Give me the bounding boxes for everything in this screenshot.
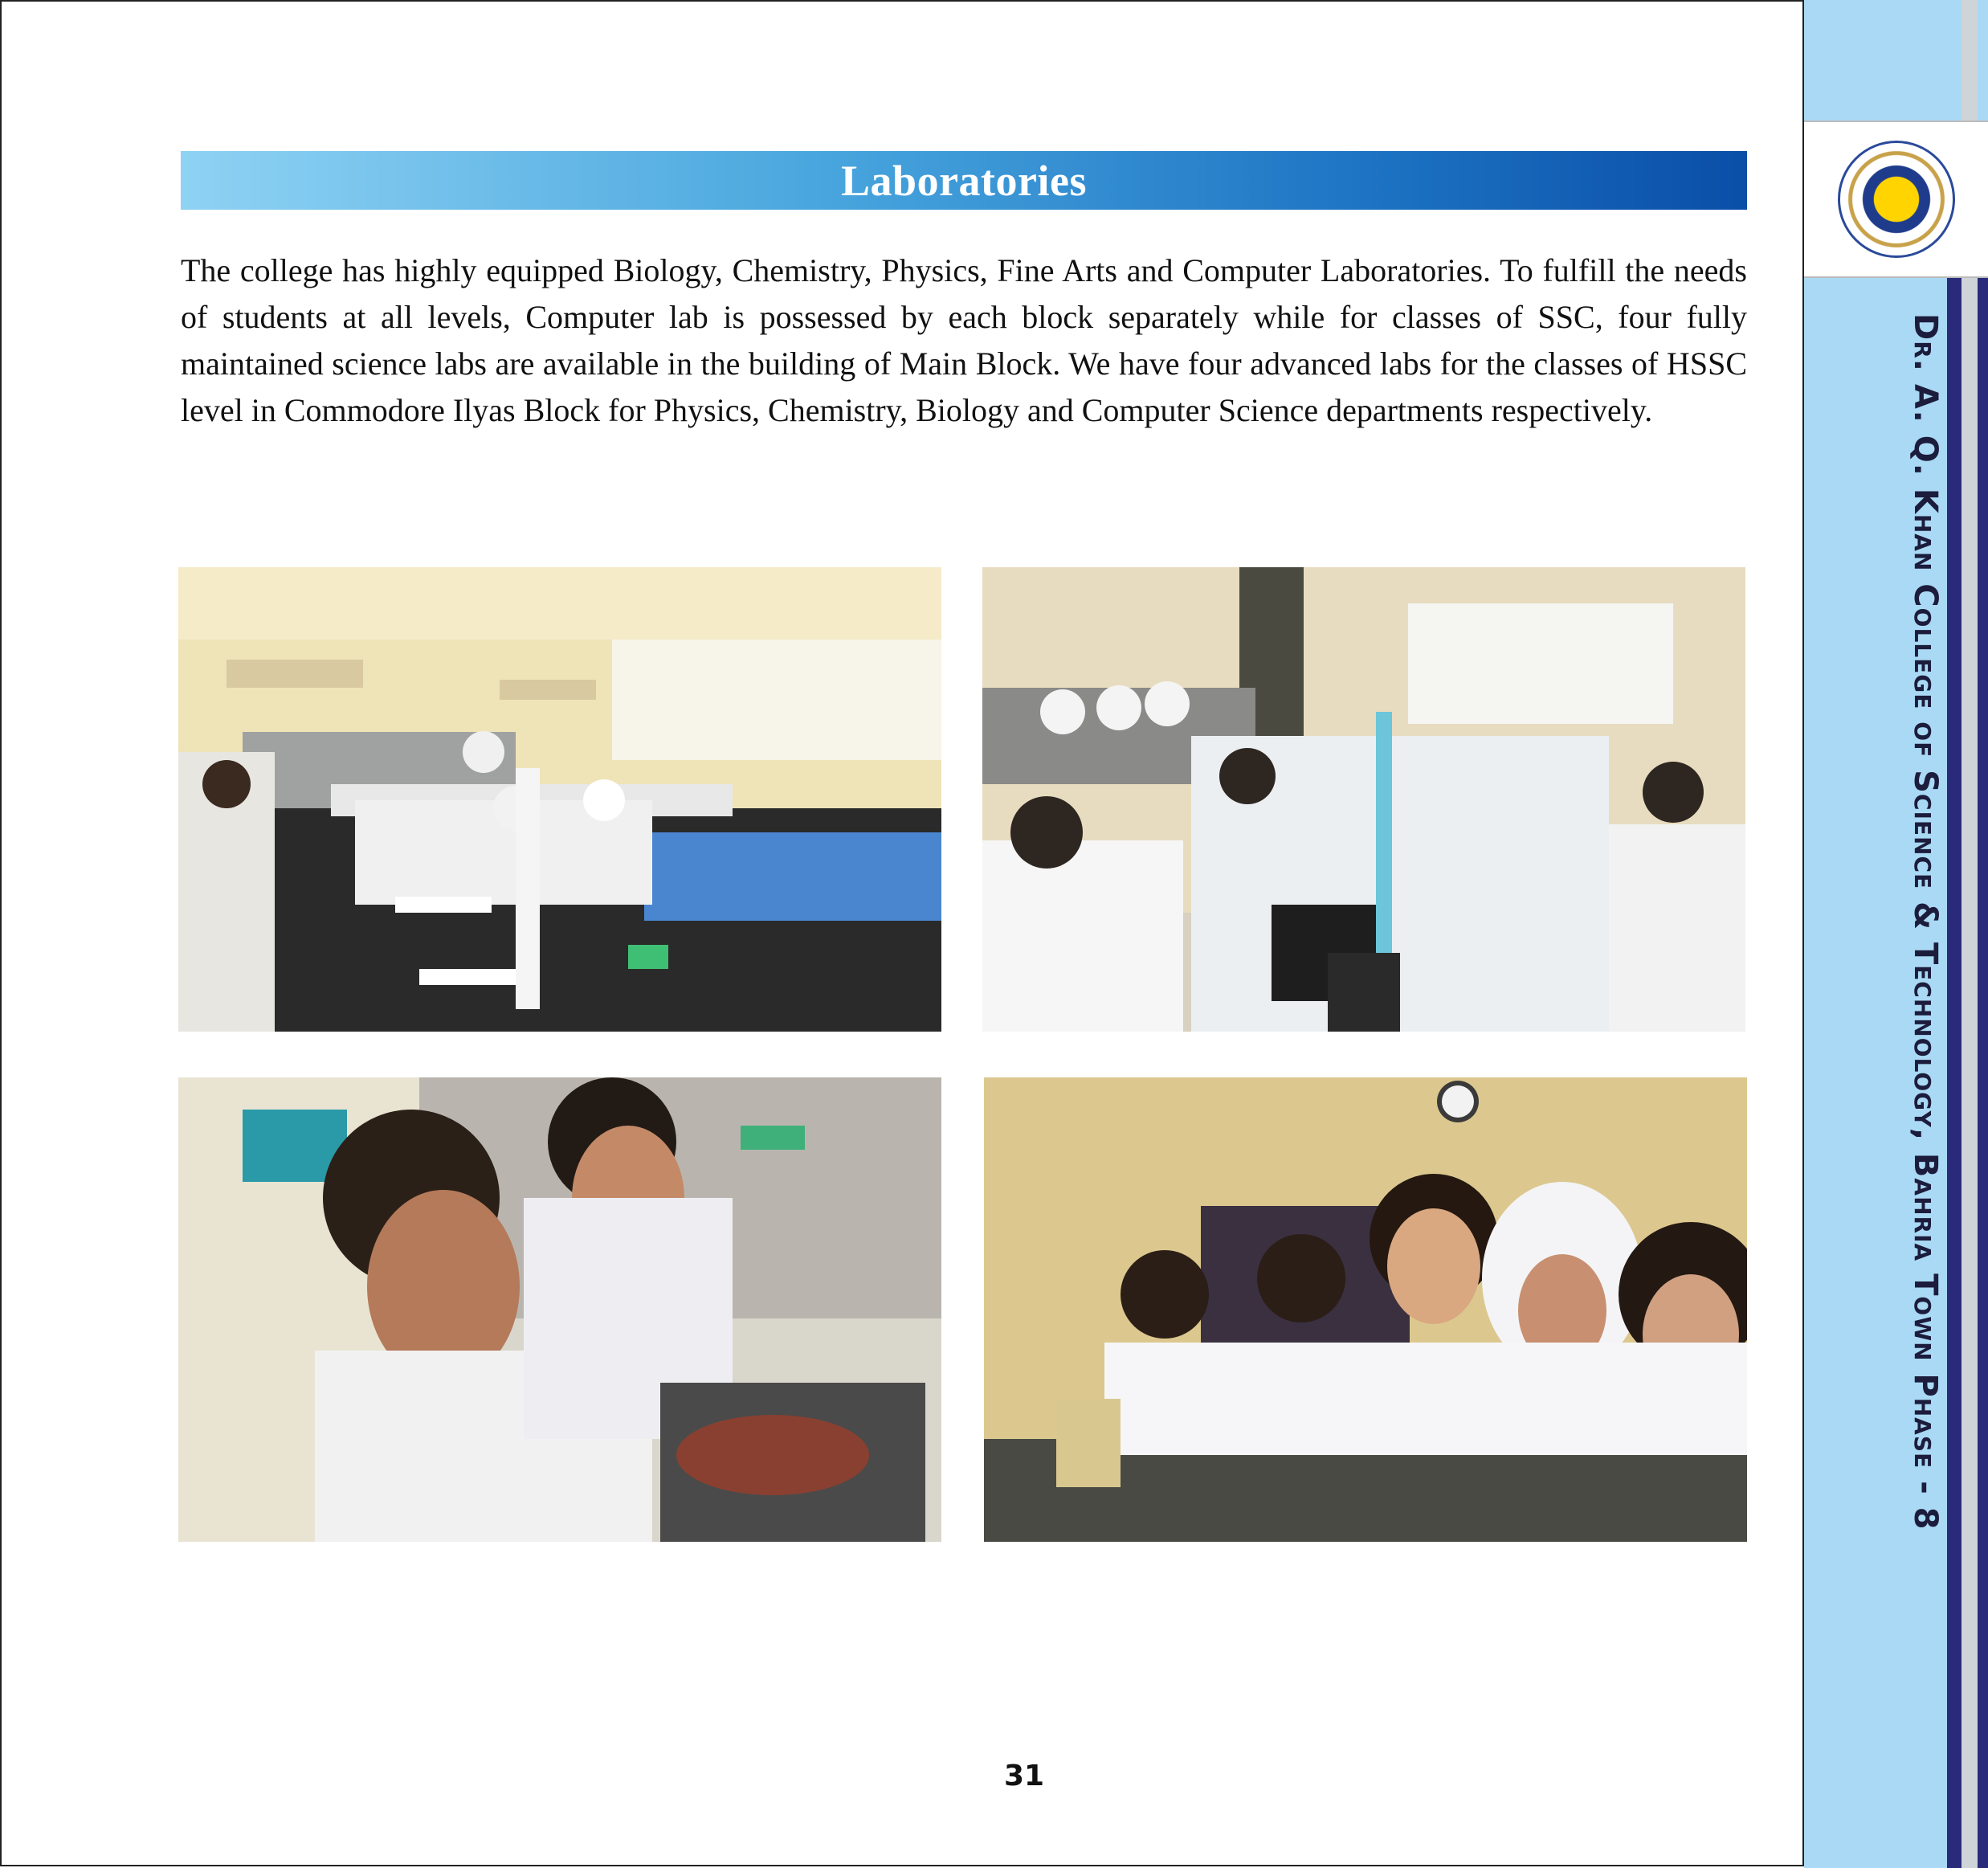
photo-computer-lab bbox=[982, 567, 1745, 1032]
side-band-divider bbox=[1961, 0, 1978, 1868]
photo-chemistry-group bbox=[984, 1077, 1747, 1542]
logo-container bbox=[1804, 121, 1988, 278]
section-heading: Laboratories bbox=[841, 156, 1087, 205]
sidebar-title: Dr. A. Q. Khan College of Science & Technology, Bahria Town Phase - 8 bbox=[1907, 313, 1944, 1531]
college-seal-logo bbox=[1838, 141, 1955, 258]
photo-dissection-lab bbox=[178, 1077, 941, 1542]
page-number: 31 bbox=[1003, 1760, 1045, 1792]
intro-paragraph: The college has highly equipped Biology, Chemistry, Physics, Fine Arts and Computer Laboratories. To fulfill the needs of students at all levels, Computer lab is possessed by each block separately while for classes of SSC, four fully maintained science labs are available in the building of Main Block. We have four advanced labs for the classes of HSSC level in Commodore Ilyas Block for Physics, Chemistry, Biology and Computer Science departments respectively. bbox=[181, 252, 1747, 428]
section-heading-bar bbox=[181, 151, 1747, 210]
photo-science-lab bbox=[178, 567, 941, 1032]
